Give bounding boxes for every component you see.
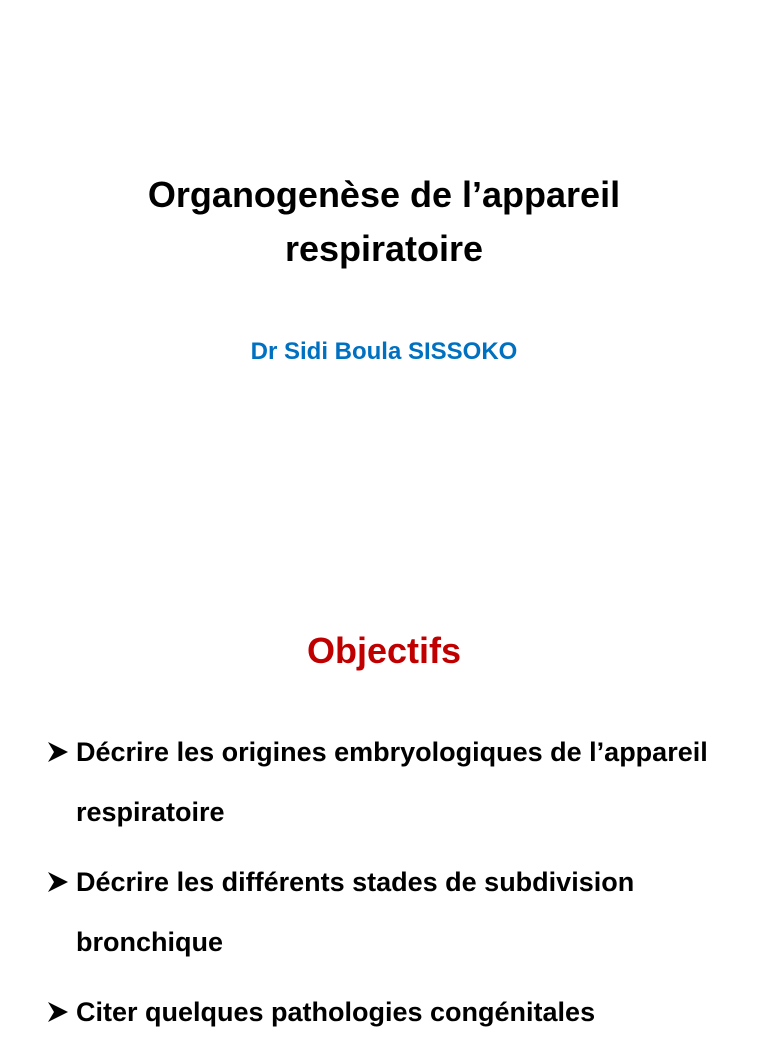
arrow-bullet-icon — [46, 871, 70, 893]
objective-text: Citer quelques pathologies congénitales — [76, 997, 596, 1027]
arrow-bullet-icon — [46, 741, 70, 763]
objective-text: Décrire les différents stades de subdivision bronchique — [76, 867, 635, 957]
slide-title: Organogenèse de l’appareil respiratoire — [147, 174, 621, 269]
objectives-slide — [0, 576, 768, 1027]
objective-item — [46, 982, 746, 1042]
objective-item — [46, 852, 746, 972]
objectives-list — [46, 722, 746, 1052]
arrow-bullet-icon — [46, 1001, 70, 1023]
objective-text: Décrire les origines embryologiques de l’appareil respiratoire — [76, 737, 708, 827]
objectives-heading: Objectifs — [306, 630, 462, 671]
author-name: Dr Sidi Boula SISSOKO — [250, 338, 518, 365]
objective-item — [46, 722, 746, 842]
